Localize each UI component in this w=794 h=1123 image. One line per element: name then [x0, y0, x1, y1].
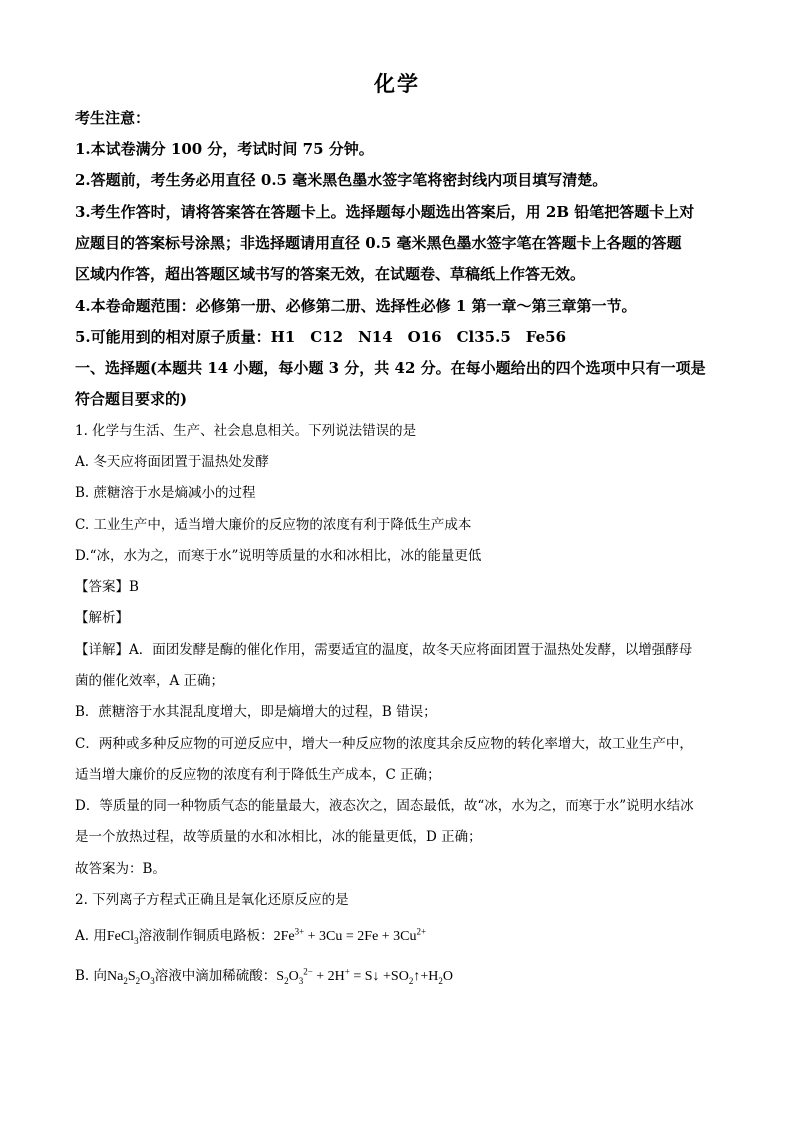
section-heading: 一、选择题(本题共 14 小题，每小题 3 分，共 42 分。在每小题给出的四个选项中只有一项是: [75, 359, 706, 377]
notice-item: 2.答题前，考生务必用直径 0.5 毫米黑色墨水签字笔将密封线内项目填写清楚。: [75, 171, 608, 189]
notice-item: 应题目的答案标号涂黑；非选择题请用直径 0.5 毫米黑色墨水签字笔在答题卡上各题的答题: [75, 234, 682, 252]
question-1-option-c: C. 工业生产中，适当增大廉价的反应物的浓度有利于降低生产成本: [75, 517, 472, 533]
question-1-option-d: D.“冰，水为之，而寒于水”说明等质量的水和冰相比，冰的能量更低: [75, 548, 482, 564]
notice-item: 1.本试卷满分 100 分，考试时间 75 分钟。: [75, 140, 374, 158]
reagent-formula: $Na_2S_2O_3$: [107, 969, 155, 986]
detail-line: C．两种或多种反应物的可逆反应中，增大一种反应物的浓度其余反应物的转化率增大，故工业生产中，: [75, 736, 693, 752]
section-heading-cont: 符合题目要求的): [75, 390, 188, 408]
reagent-formula: FeCl$_3$: [106, 929, 139, 946]
detail-line: D．等质量的同一种物质气态的能量最大，液态次之，固态最低，故“冰，水为之，而寒于水”说明水结冰: [75, 798, 694, 814]
detail-line: 是一个放热过程，故等质量的水和冰相比，冰的能量更低，D 正确；: [75, 829, 482, 845]
answer-value: B: [129, 579, 139, 595]
question-2-option-b: B. 向$Na_2S_2O_3$溶液中滴加稀硫酸：$S_2O_3^{2-} + 2H^+$ = S↓ $+SO_2↑+H_2O$: [75, 966, 453, 986]
notice-item: 区域内作答，超出答题区域书写的答案无效，在试题卷、草稿纸上作答无效。: [75, 265, 586, 283]
analysis-label: 【解析】: [75, 610, 129, 626]
notice-heading: 考生注意：: [75, 109, 151, 127]
question-1-option-b: B. 蔗糖溶于水是熵减小的过程: [75, 485, 256, 501]
question-1-stem: 1. 化学与生活、生产、社会息息相关。下列说法错误的是: [75, 423, 417, 439]
detail-line: 【详解】A．面团发酵是酶的催化作用，需要适宜的温度，故冬天应将面团置于温热处发酵，以增强酵母: [75, 642, 693, 658]
question-1-option-a: A. 冬天应将面团置于温热处发酵: [75, 454, 269, 470]
ionic-equation: $2Fe^{3+} + 3Cu = 2Fe + 3Cu^{2+}$: [273, 926, 427, 944]
detail-line: B．蔗糖溶于水其混乱度增大，即是熵增大的过程，B 错误；: [75, 704, 437, 720]
ionic-equation: $S_2O_3^{2-} + 2H^+$ = S↓ $+SO_2↑+H_2O$: [276, 966, 453, 986]
notice-item: 5.可能用到的相对原子质量：H1 C12 N14 O16 Cl35.5 Fe56: [75, 328, 567, 346]
notice-item: 4.本卷命题范围：必修第一册、必修第二册、选择性必修 1 第一章～第三章第一节。: [75, 297, 637, 315]
page-title: 化学: [374, 71, 420, 96]
question-2-option-a: A. 用FeCl$_3$溶液制作铜质电路板：$2Fe^{3+} + 3Cu = 2Fe + 3Cu^{2+}$: [75, 926, 427, 946]
detail-line: 适当增大廉价的反应物的浓度有利于降低生产成本，C 正确；: [75, 767, 441, 783]
notice-item: 3.考生作答时，请将答案答在答题卡上。选择题每小题选出答案后，用 2B 铅笔把答题卡上对: [75, 203, 695, 221]
question-2-stem: 2. 下列离子方程式正确且是氧化还原反应的是: [75, 892, 349, 908]
detail-line: 菌的催化效率，A 正确；: [75, 673, 225, 689]
answer-line: [75, 577, 725, 597]
detail-line: 故答案为：B。: [75, 861, 166, 877]
answer-label: 【答案】: [75, 579, 129, 595]
